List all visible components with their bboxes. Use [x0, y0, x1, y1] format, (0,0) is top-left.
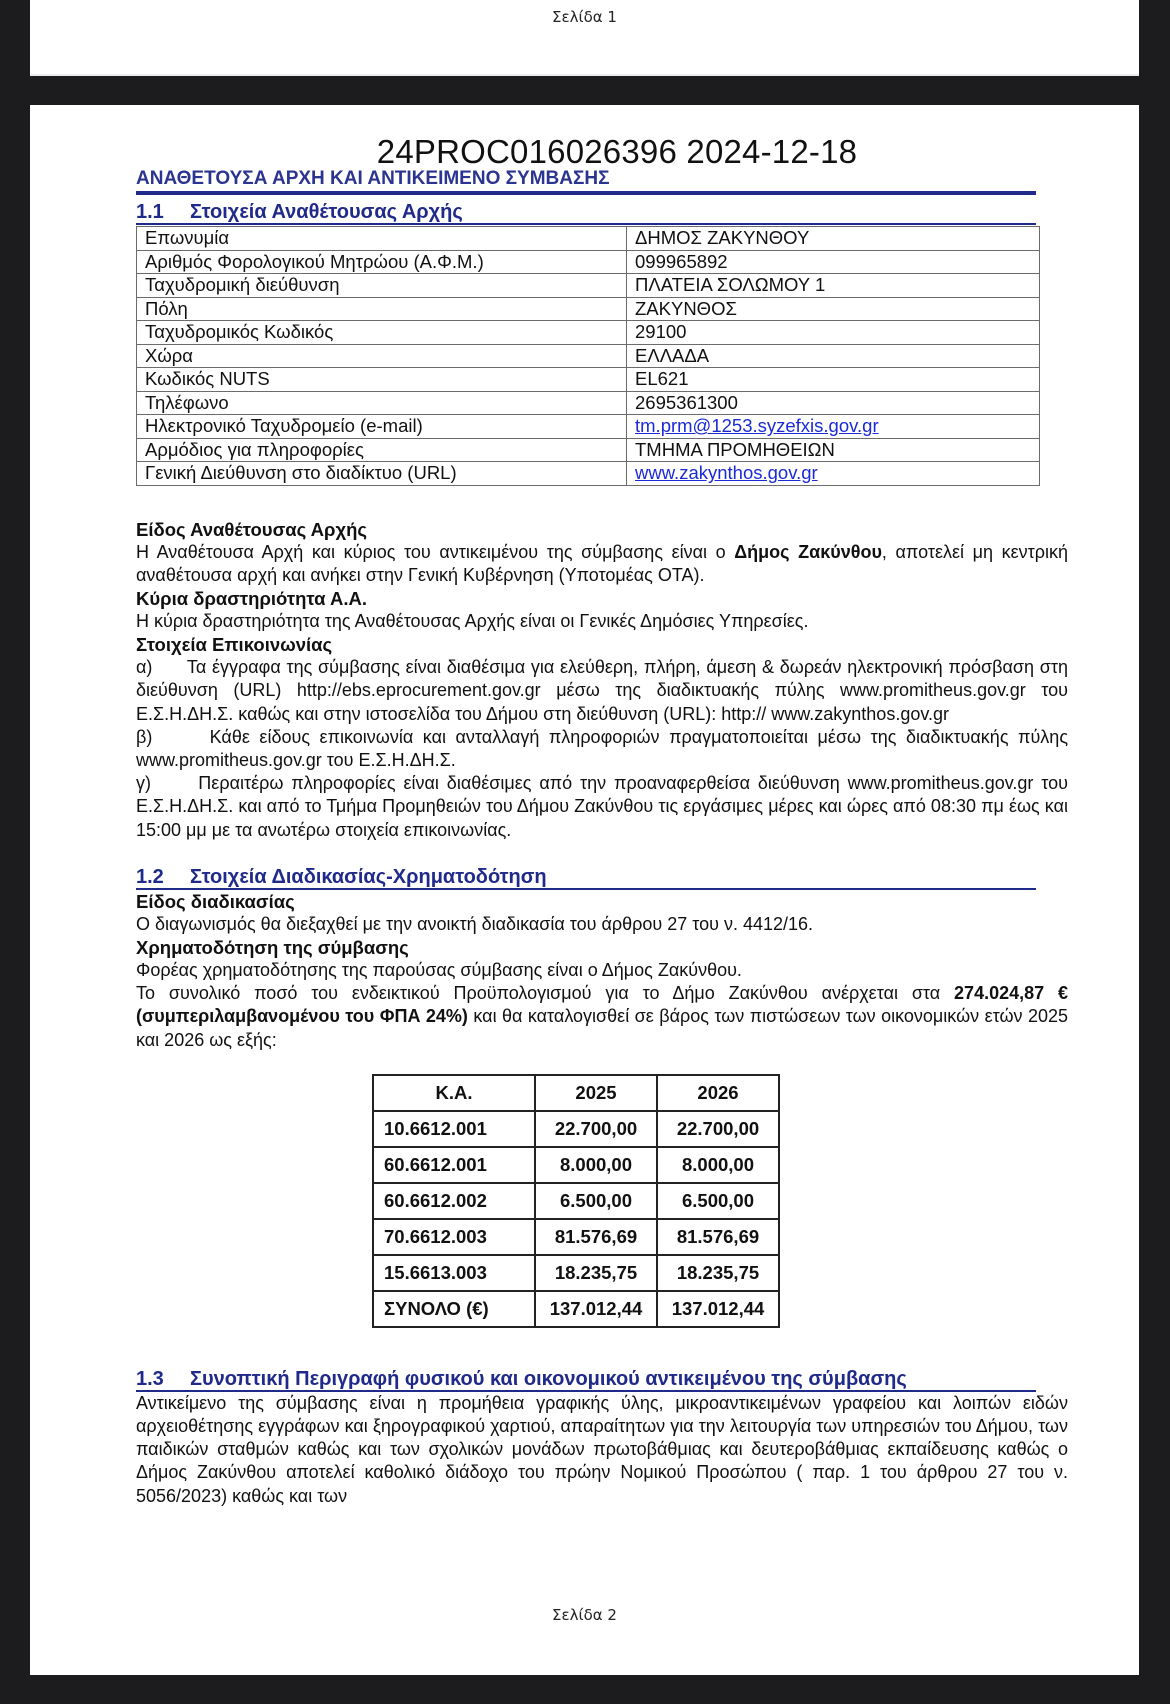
contact-item-a: α) Τα έγγραφα της σύμβασης είναι διαθέσιμα για ελεύθερη, πλήρη, άμεση & δωρεάν ηλεκτρονική πρόσβαση στη διεύθυνση (URL) http://ebs.eprocurement.gov.gr μέσω της διαδικτυακής πύλης www.promitheus.gov.gr του Ε.Σ.Η.ΔΗ.Σ. καθώς και στην ιστοσελίδα του Δήμου στη διεύθυνση (URL): http:// www.zakynthos.gov.gr — [136, 657, 1068, 724]
info-value-cell — [627, 415, 1040, 439]
info-value: EL621 — [635, 368, 689, 390]
budget-row — [373, 1111, 779, 1147]
text-run: Το συνολικό ποσό του ενδεικτικού Προϋπολογισμού για το Δήμο Ζακύνθου ανέρχεται στα — [136, 983, 955, 1004]
header-2026: 2026 — [657, 1075, 779, 1111]
budget-2026: 18.235,75 — [657, 1255, 779, 1291]
info-value-cell — [627, 297, 1040, 321]
procedure-text: Ο διαγωνισμός θα διεξαχθεί με την ανοικτή διαδικασία του άρθρου 27 του ν. 4412/16. — [136, 913, 814, 934]
section-title: Στοιχεία Διαδικασίας-Χρηματοδότηση — [190, 865, 547, 888]
info-key: Ταχυδρομικός Κωδικός — [137, 321, 627, 345]
funding-label: Χρηματοδότηση της σύμβασης — [136, 936, 409, 958]
contact-label: Στοιχεία Επικοινωνίας — [136, 634, 333, 656]
info-value-cell — [627, 227, 1040, 251]
info-key: Τηλέφωνο — [137, 391, 627, 415]
budget-row — [373, 1291, 779, 1327]
info-value-cell — [627, 274, 1040, 298]
info-row — [137, 227, 1040, 251]
header-2025: 2025 — [535, 1075, 657, 1111]
info-value-cell — [627, 438, 1040, 462]
section-title: Στοιχεία Αναθέτουσας Αρχής — [190, 201, 463, 223]
document-id: 24PROC016026396 2024-12-18 — [376, 133, 858, 170]
info-row — [137, 297, 1040, 321]
budget-2025: 6.500,00 — [535, 1183, 657, 1219]
info-value: 2695361300 — [635, 391, 738, 413]
info-row — [137, 250, 1040, 274]
info-value: 099965892 — [635, 250, 728, 272]
info-key: Ηλεκτρονικό Ταχυδρομείο (e-mail) — [137, 415, 627, 439]
text-run: και θα καταλογισθεί σε βάρος των πιστώσεων των οικονομικών ετών 2025 και 2026 ως εξής: — [136, 1006, 1068, 1050]
main-activity-text: Η κύρια δραστηριότητα της Αναθέτουσας Αρχής είναι οι Γενικές Δημόσιες Υπηρεσίες. — [136, 610, 809, 631]
info-key: Αριθμός Φορολογικού Μητρώου (Α.Φ.Μ.) — [137, 250, 627, 274]
budget-2026: 137.012,44 — [657, 1291, 779, 1327]
procedure-label: Είδος διαδικασίας — [136, 890, 295, 912]
section-1-3-text: Αντικείμενο της σύμβασης είναι η προμήθεια γραφικής ύλης, μικροαντικειμένων γραφείου και λοιπών ειδών αρχειοθέτησης εγγράφων και ξηρογραφικού χαρτιού, απαραίτητων για την λειτουργία των υπηρεσιών του Δήμου, των παιδικών σταθμών καθώς και των σχολικών μονάδων πρωτοβάθμιας και δευτεροβάθμιας εκπαίδευσης καθώς ο Δήμος Ζακύνθου αποτελεί καθολικό διάδοχο του πρώην Νομικού Προσώπου ( παρ. 1 του άρθρου 27 του ν. 5056/2023) καθώς και των — [136, 1392, 1068, 1506]
info-row — [137, 368, 1040, 392]
info-value: ΔΗΜΟΣ ΖΑΚΥΝΘΟΥ — [635, 227, 810, 249]
page-content — [136, 135, 1068, 1508]
info-row — [137, 438, 1040, 462]
budget-2025: 8.000,00 — [535, 1147, 657, 1183]
info-row — [137, 344, 1040, 368]
info-row — [137, 415, 1040, 439]
info-value: ΖΑΚΥΝΘΟΣ — [635, 297, 737, 319]
header-ka: Κ.Α. — [373, 1075, 535, 1111]
info-value-link[interactable]: www.zakynthos.gov.gr — [635, 462, 818, 484]
info-row — [137, 391, 1040, 415]
section-heading-1-2 — [136, 866, 1036, 890]
info-value-cell — [627, 368, 1040, 392]
page-1-bottom — [30, 0, 1139, 76]
page-number-label: Σελίδα 2 — [552, 1606, 617, 1624]
text-run: , αποτελεί μη κεντρική αναθέτουσα αρχή και ανήκει στην Γενική Κυβέρνηση (Υποτομέας ΟΤΑ). — [136, 541, 1068, 585]
section-number: 1.2 — [136, 865, 164, 888]
budget-table — [372, 1074, 780, 1328]
info-value: ΠΛΑΤΕΙΑ ΣΟΛΩΜΟΥ 1 — [635, 274, 826, 296]
budget-code: 15.6613.003 — [373, 1255, 535, 1291]
bold-text-run: 274.024,87 € (συμπεριλαμβανομένου του ΦΠΑ 24%) — [136, 983, 1068, 1027]
budget-2025: 137.012,44 — [535, 1291, 657, 1327]
authority-type-label: Είδος Αναθέτουσας Αρχής — [136, 518, 368, 540]
funding-text-2 — [136, 982, 1068, 1052]
info-value-cell — [627, 250, 1040, 274]
text-run: Η Αναθέτουσα Αρχή και κύριος του αντικειμένου της σύμβασης είναι ο — [136, 541, 735, 562]
info-key: Επωνυμία — [137, 227, 627, 251]
funding-text-1: Φορέας χρηματοδότησης της παρούσας σύμβασης είναι ο Δήμος Ζακύνθου. — [136, 959, 742, 980]
info-value: ΕΛΛΑΔΑ — [635, 344, 710, 366]
section-title: Συνοπτική Περιγραφή φυσικού και οικονομικού αντικειμένου της σύμβασης — [190, 1367, 907, 1390]
bold-text-run: Δήμος Ζακύνθου — [734, 541, 882, 562]
budget-2026: 81.576,69 — [657, 1219, 779, 1255]
info-key: Κωδικός NUTS — [137, 368, 627, 392]
contact-item-c: γ) Περαιτέρω πληροφορίες είναι διαθέσιμες από την προαναφερθείσα διεύθυνση www.promitheus.gov.gr του Ε.Σ.Η.ΔΗ.Σ. και από το Τμήμα Προμηθειών του Δήμου Ζακύνθου τις εργάσιμες μέρες και ώρες από 08:30 πμ έως και 15:00 μμ με τα ανωτέρω στοιχεία επικοινωνίας. — [136, 773, 1068, 840]
budget-code: 60.6612.002 — [373, 1183, 535, 1219]
info-key: Πόλη — [137, 297, 627, 321]
budget-2026: 22.700,00 — [657, 1111, 779, 1147]
info-value-cell — [627, 321, 1040, 345]
info-value-cell — [627, 391, 1040, 415]
section-number: 1.3 — [136, 1367, 164, 1390]
budget-2025: 81.576,69 — [535, 1219, 657, 1255]
budget-row — [373, 1183, 779, 1219]
info-row — [137, 462, 1040, 486]
budget-row — [373, 1219, 779, 1255]
main-heading: ΑΝΑΘΕΤΟΥΣΑ ΑΡΧΗ ΚΑΙ ΑΝΤΙΚΕΙΜΕΝΟ ΣΥΜΒΑΣΗΣ — [136, 169, 1036, 195]
info-value-cell — [627, 462, 1040, 486]
info-row — [137, 321, 1040, 345]
budget-code: 10.6612.001 — [373, 1111, 535, 1147]
budget-code: 60.6612.001 — [373, 1147, 535, 1183]
main-activity-label: Κύρια δραστηριότητα Α.Α. — [136, 587, 367, 609]
info-key: Ταχυδρομική διεύθυνση — [137, 274, 627, 298]
page-2 — [30, 105, 1139, 1675]
info-value-cell — [627, 344, 1040, 368]
info-value: 29100 — [635, 321, 687, 343]
info-key: Γενική Διεύθυνση στο διαδίκτυο (URL) — [137, 462, 627, 486]
section-heading-1-1 — [136, 201, 1036, 225]
contact-item-b: β) Κάθε είδους επικοινωνία και ανταλλαγή πληροφοριών πραγματοποιείται μέσω της διαδικτυακής πύλης www.promitheus.gov.gr του Ε.Σ.Η.ΔΗ.Σ. — [136, 726, 1068, 770]
budget-header-row — [373, 1075, 779, 1111]
budget-code: 70.6612.003 — [373, 1219, 535, 1255]
section-heading-1-3 — [136, 1368, 1036, 1392]
authority-info-table — [136, 226, 1040, 486]
budget-row — [373, 1147, 779, 1183]
budget-row — [373, 1255, 779, 1291]
authority-type-text — [136, 541, 1068, 587]
budget-2026: 8.000,00 — [657, 1147, 779, 1183]
info-value-link[interactable]: tm.prm@1253.syzefxis.gov.gr — [635, 415, 879, 437]
info-key: Αρμόδιος για πληροφορίες — [137, 438, 627, 462]
page-number-label: Σελίδα 1 — [552, 8, 617, 26]
info-value: ΤΜΗΜΑ ΠΡΟΜΗΘΕΙΩΝ — [635, 438, 835, 460]
budget-code: ΣΥΝΟΛΟ (€) — [373, 1291, 535, 1327]
budget-2025: 18.235,75 — [535, 1255, 657, 1291]
budget-2026: 6.500,00 — [657, 1183, 779, 1219]
info-key: Χώρα — [137, 344, 627, 368]
info-row — [137, 274, 1040, 298]
section-number: 1.1 — [136, 201, 164, 223]
budget-2025: 22.700,00 — [535, 1111, 657, 1147]
